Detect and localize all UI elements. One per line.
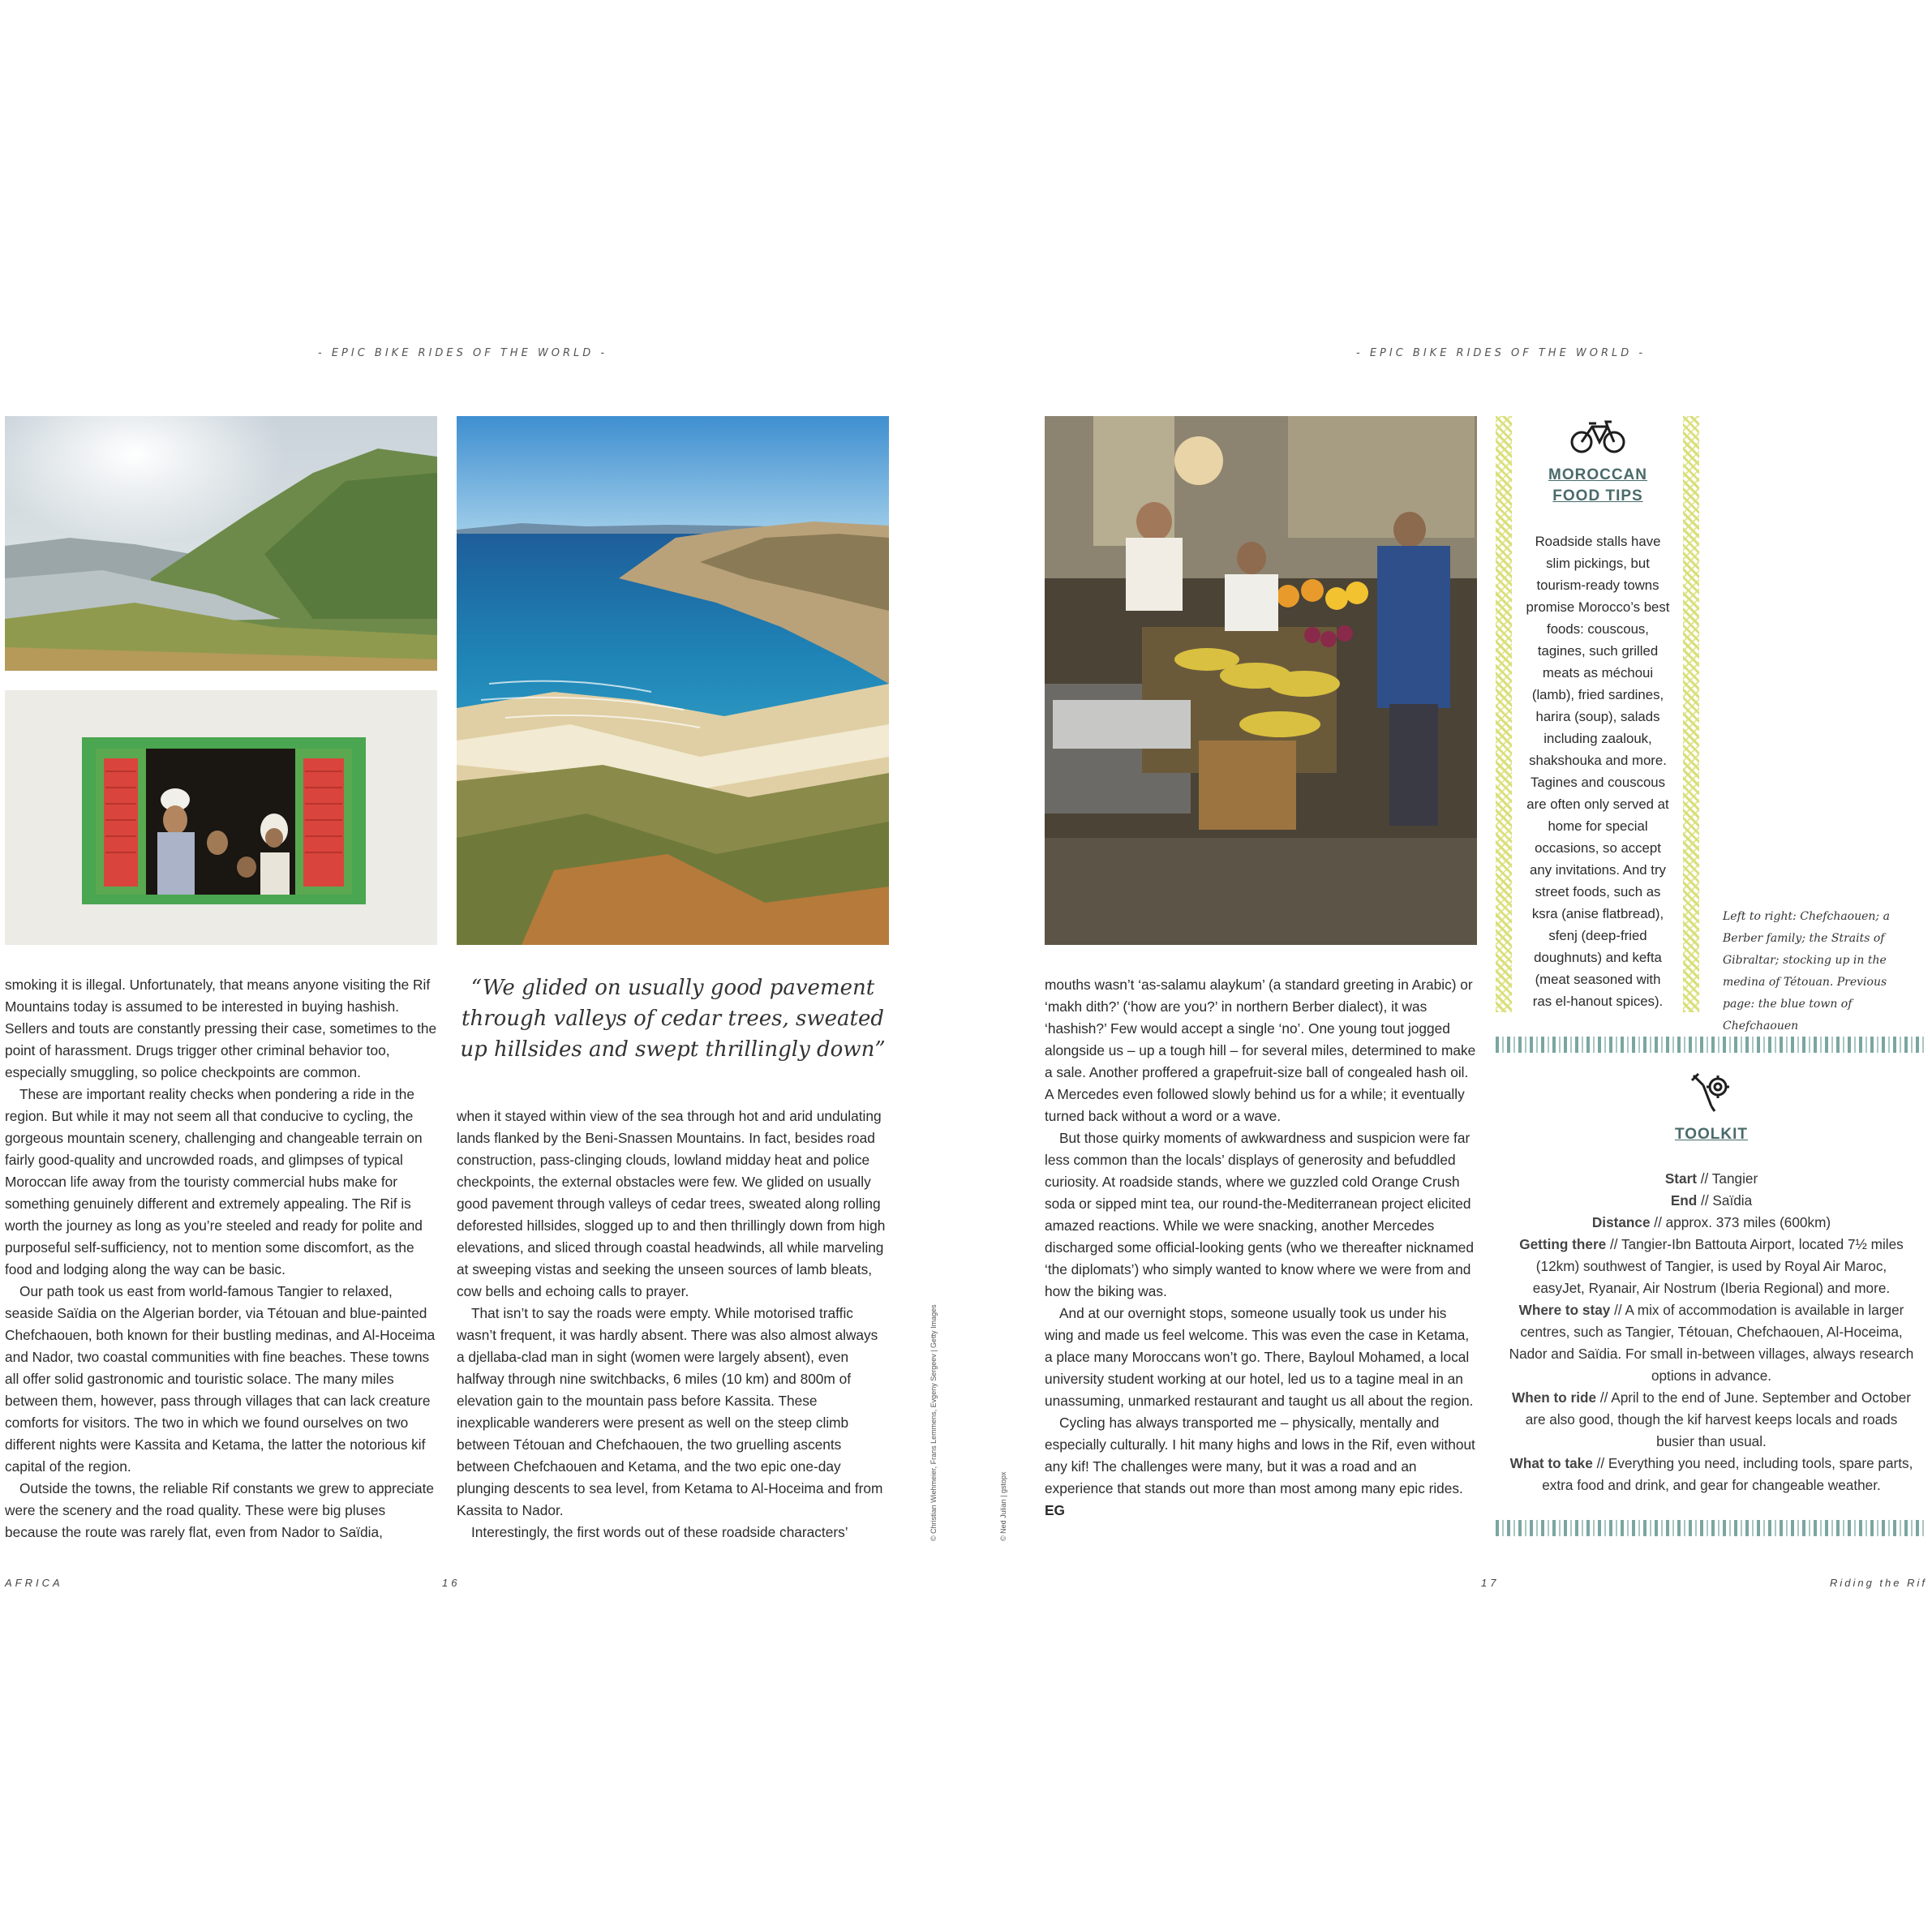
paragraph: Outside the towns, the reliable Rif constants we grew to appreciate were the scenery and the road quality. These were big pluses because the route was rarely flat, even from Nador to Saïdia, <box>5 1480 435 1540</box>
bicycle-icon <box>1569 419 1626 454</box>
pattern-divider-bottom <box>1496 1520 1926 1536</box>
toolkit-item-when-to-ride <box>1509 1387 1914 1453</box>
toolkit-item-distance <box>1509 1212 1914 1234</box>
toolkit-value: Saïdia <box>1712 1192 1753 1209</box>
photo-coast <box>457 416 889 945</box>
toolkit-label: When to ride <box>1512 1389 1597 1406</box>
author-signature: EG <box>1045 1502 1065 1518</box>
photo-credit-left: © Christian Wiehmeier, Frans Lemmens, Evgeny Sergeev | Getty Images <box>930 1304 938 1541</box>
toolkit-label: End <box>1670 1192 1698 1209</box>
paragraph <box>1045 1412 1477 1522</box>
footer-title: Riding the Rif <box>1829 1577 1927 1589</box>
pull-quote: “We glided on usually good pavement through valleys of cedar trees, sweated up hillsides and swept thrillingly down” <box>460 976 886 1062</box>
paragraph-text: Cycling has always transported me – physically, mentally and especially culturally. I hit many highs and lows in the Rif, even without any kif! The challenges were many, but it was a road and an experience that stands out more than most among many epic rides. <box>1045 1415 1475 1496</box>
photo-credit-right: © Ned Julian | gstopx <box>999 1471 1007 1541</box>
paragraph: That isn’t to say the roads were empty. While motorised traffic wasn’t frequent, it was hardly absent. There was also almost always a djellaba-clad man in sight (women were largely absent), even halfway through nine switchbacks, 6 miles (10 km) and 800m of elevation gain to the mountain pass before Kassita. These inexplicable wanderers were present as well on the steep climb between Tétouan and Chefchaouen, the two gruelling ascents between Chefchaouen and Ketama, and the two epic one-day plunging descents to sea level, from Ketama to Al-Hoceima and from Kassita to Nador. <box>457 1305 883 1518</box>
toolkit-item-start <box>1509 1168 1914 1190</box>
page-number-right: 17 <box>1481 1577 1500 1589</box>
left-column-2 <box>457 1106 889 1543</box>
footer-section: AFRICA <box>5 1577 63 1589</box>
paragraph: Our path took us east from world-famous Tangier to relaxed, seaside Saïdia on the Algerian border, via Tétouan and blue-painted Chefchaouen, both known for their bustling medinas, and Al-Hoceima and Nador, two coastal communities with fine beaches. These towns all offer solid gastronomic and touristic solace. The many miles between them, however, pass through villages that can lack creature comforts for visitors. The two in which we found ourselves on two different nights were Kassita and Ketama, the latter the notorious kif capital of the region. <box>5 1283 436 1475</box>
food-tips-title <box>1525 465 1671 507</box>
food-tips-title-line2: FOOD TIPS <box>1552 487 1643 504</box>
toolkit-label: Start <box>1664 1170 1697 1187</box>
paragraph: smoking it is illegal. Unfortunately, that means anyone visiting the Rif Mountains today is assumed to be interested in buying hashish. Sellers and touts are constantly pressing their case, sometimes to the point of harassment. Drugs trigger other criminal behavior too, especially smuggling, so police checkpoints are common. <box>5 977 437 1080</box>
photo-window <box>5 690 437 945</box>
food-tips-title-line1: MOROCCAN <box>1548 466 1647 483</box>
paragraph: Interestingly, the first words out of these roadside characters’ <box>471 1524 848 1540</box>
toolkit-sep: // <box>1596 1389 1612 1406</box>
toolkit-label: What to take <box>1509 1455 1593 1471</box>
toolkit-item-where-to-stay <box>1509 1299 1914 1387</box>
right-column-1 <box>1045 974 1477 1522</box>
toolkit-value: approx. 373 miles (600km) <box>1665 1214 1831 1230</box>
pattern-border-left <box>1496 416 1512 1012</box>
photo-hills <box>5 416 437 671</box>
page-number-left: 16 <box>442 1577 461 1589</box>
toolkit-value: Tangier-Ibn Battouta Airport, located 7½ miles (12km) southwest of Tangier, is used by Royal Air Maroc, easyJet, Ryanair, Air Nostrum (Iberia Regional) and more. <box>1532 1236 1904 1296</box>
toolkit-sep: // <box>1697 1170 1712 1187</box>
wrench-gear-icon <box>1687 1069 1732 1114</box>
toolkit-label: Where to stay <box>1518 1302 1611 1318</box>
toolkit-item-end <box>1509 1190 1914 1212</box>
toolkit-sep: // <box>1697 1192 1713 1209</box>
toolkit-value: April to the end of June. September and October are also good, though the kif harvest keeps locals and roads busier than usual. <box>1525 1389 1911 1449</box>
toolkit-value: Everything you need, including tools, spare parts, extra food and drink, and gear for changeable weather. <box>1542 1455 1913 1493</box>
toolkit-item-getting-there <box>1509 1234 1914 1299</box>
paragraph: when it stayed within view of the sea through hot and arid undulating lands flanked by the Beni-Snassen Mountains. In fact, besides road construction, pass-clinging clouds, lowland midday heat and police checkpoints, the external obstacles were few. We glided on usually good pavement through valleys of cedar trees, sweated along rolling deforested hillsides, slogged up to and then thrillingly down from high elevations, and sliced through coastal headwinds, all while marveling at sweeping vistas and seeking the unseen sources of lamb bleats, cow bells and echoing calls to prayer. <box>457 1108 886 1299</box>
food-tips-body: Roadside stalls have slim pickings, but tourism-ready towns promise Morocco’s best foods: couscous, tagines, such grilled meats as méchoui (lamb), fried sardines, harira (soup), salads including zaalouk, shakshouka and more. Tagines and couscous are often only served at home for special occasions, so accept any invitations. And try street foods, such as ksra (anise flatbread), sfenj (deep-fried doughnuts) and kefta (meat seasoned with ras el-hanout spices). <box>1526 534 1670 1009</box>
toolkit-sep: // <box>1606 1236 1621 1252</box>
running-head-right: - EPIC BIKE RIDES OF THE WORLD - <box>1356 347 1646 359</box>
toolkit-label: Getting there <box>1519 1236 1607 1252</box>
running-head-left: - EPIC BIKE RIDES OF THE WORLD - <box>318 347 608 359</box>
paragraph: But those quirky moments of awkwardness and suspicion were far less common than the locals’ displays of generosity and befuddled curiosity. At roadside stands, where we guzzled cold Orange Crush soda or sipped mint tea, our round-the-Mediterranean project elicited amazed reactions. While we were snacking, another Mercedes discharged some official-looking gents (who we thereafter nicknamed ‘the diplomats’) who simply wanted to know where we were from and how the biking was. <box>1045 1130 1474 1299</box>
pattern-divider-top <box>1496 1037 1926 1053</box>
toolkit-sep: // <box>1610 1302 1625 1318</box>
toolkit-list <box>1509 1168 1914 1496</box>
paragraph: And at our overnight stops, someone usually took us under his wing and made us feel welcome. This was even the case in Ketama, a place many Moroccans won’t go. There, Bayloul Mohamed, a local university student working at our hotel, led us to a tagine meal in an unassuming, unmarked restaurant and taught us all about the region. <box>1045 1305 1474 1409</box>
paragraph: These are important reality checks when pondering a ride in the region. But while it may not seem all that conducive to cycling, the gorgeous mountain scenery, challenging and changeable terrain on fairly good-quality and uncrowded roads, and glimpses of typical Moroccan life away from the touristy commercial hubs make for something genuinely different and extremely appealing. The Rif is worth the journey as long as you’re steeled and ready for polite and purposeful self-sufficiency, not to mention some discomfort, as the food and lodging along the way can be basic. <box>5 1086 423 1277</box>
toolkit-sep: // <box>1592 1455 1608 1471</box>
toolkit-label: Distance <box>1591 1214 1651 1230</box>
toolkit-value: A mix of accommodation is available in larger centres, such as Tangier, Tétouan, Chefchaouen, Al-Hoceima, Nador and Saïdia. For small in-between villages, always research options in advance. <box>1509 1302 1914 1384</box>
pattern-border-right <box>1683 416 1699 1012</box>
toolkit-value: Tangier <box>1711 1170 1758 1187</box>
toolkit-sep: // <box>1650 1214 1666 1230</box>
photo-market <box>1045 416 1477 945</box>
photo-caption: Left to right: Chefchaouen; a Berber family; the Straits of Gibraltar; stocking up in the medina of Tétouan. Previous page: the blue town of Chefchaouen <box>1723 910 1890 1033</box>
toolkit-title: TOOLKIT <box>1674 1126 1749 1143</box>
left-column-1 <box>5 974 437 1543</box>
paragraph: mouths wasn’t ‘as-salamu alaykum’ (a standard greeting in Arabic) or ‘makh dith?’ (‘how are you?’ in northern Berber dialect), it was ‘hashish?’ Few would accept a single ‘no’. One young tout jogged alongside us – up a tough hill – for several miles, determined to make a sale. Another proffered a grapefruit-size ball of congealed hash oil. A Mercedes even followed slowly behind us for a while; it eventually turned back without a word or a wave. <box>1045 977 1476 1124</box>
toolkit-item-what-to-take <box>1509 1453 1914 1496</box>
